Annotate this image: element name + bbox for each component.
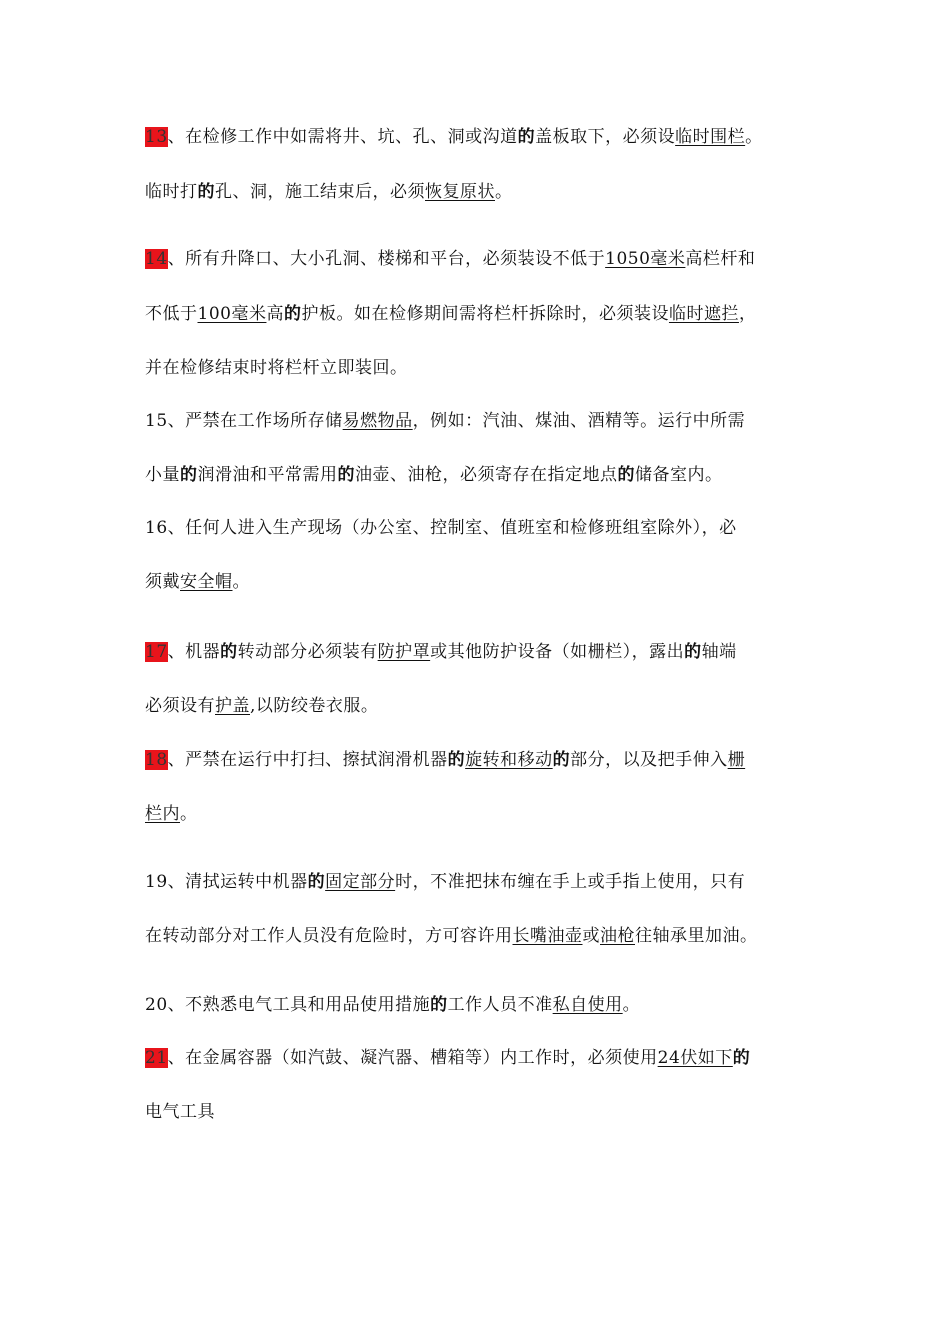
text-segment: 工作人员不准	[447, 995, 553, 1015]
text-segment: 小量	[145, 465, 180, 485]
text-segment: 储备室内。	[635, 465, 723, 485]
text-segment: 、在金属容器（如汽鼓、凝汽器、槽箱等）内工作时，必须使用	[167, 1048, 658, 1068]
text-segment: 临时打	[145, 182, 198, 202]
text-segment: 时，不准把抹布缠在手上或手指上使用，只有	[395, 872, 746, 892]
text-segment: 。	[180, 804, 198, 824]
text-segment: 的	[517, 127, 536, 147]
text-segment: 。	[622, 995, 641, 1015]
text-line	[145, 748, 745, 772]
text-segment: 油壶、油枪，必须寄存在指定地点	[355, 465, 618, 485]
text-segment: 、严禁在运行中打扫、擦拭润滑机器	[167, 750, 448, 770]
item-number: 21	[145, 1048, 168, 1068]
text-line	[145, 356, 408, 380]
underlined-term: 安全帽	[180, 572, 233, 592]
text-line	[145, 694, 378, 718]
text-segment: 、在检修工作中如需将井、坑、孔、洞或沟道	[167, 127, 518, 147]
text-line	[145, 247, 755, 271]
text-segment: 须戴	[145, 572, 180, 592]
text-line	[145, 870, 745, 894]
text-segment: ，	[738, 304, 757, 324]
text-segment: 的	[220, 642, 238, 662]
item-number: 18	[145, 750, 168, 770]
text-segment: 轴端	[701, 642, 737, 662]
text-segment: 的	[552, 750, 571, 770]
text-segment: 的	[307, 872, 326, 892]
text-segment: 必须设有	[145, 696, 215, 716]
text-line	[145, 463, 723, 487]
text-segment: 往轴承里加油。	[635, 926, 758, 946]
text-segment: 。	[232, 572, 250, 592]
item-number: 17	[145, 642, 168, 662]
text-segment: 部分，以及把手伸入	[570, 750, 728, 770]
text-line	[145, 125, 763, 149]
underlined-term: 私自使用	[552, 995, 623, 1015]
text-line	[145, 924, 758, 948]
text-segment: 电气工具	[145, 1102, 215, 1122]
text-segment: 高	[266, 304, 284, 324]
item-number: 13	[145, 127, 168, 147]
text-segment: 不低于	[145, 304, 198, 324]
text-segment: 19、清拭运转中机器	[145, 872, 308, 892]
text-segment: 的	[732, 1048, 751, 1068]
item-number: 14	[145, 249, 168, 269]
text-segment: 并在检修结束时将栏杆立即装回。	[145, 358, 408, 378]
text-segment: 15、严禁在工作场所存储	[145, 411, 343, 431]
text-segment: 在转动部分对工作人员没有危险时，方可容许用	[145, 926, 513, 946]
text-line	[145, 180, 513, 204]
text-segment: 的	[337, 465, 355, 485]
text-segment: 的	[617, 465, 635, 485]
text-line	[145, 1100, 215, 1124]
text-segment: 盖板取下，必须设	[535, 127, 676, 147]
text-segment: 。	[495, 182, 513, 202]
text-segment: 、机器	[167, 642, 221, 662]
underlined-term: 恢复原状	[425, 182, 495, 202]
text-segment: ,以防绞卷衣服。	[250, 696, 379, 716]
text-segment: 16、任何人进入生产现场（办公室、控制室、值班室和检修班组室除外），必	[145, 518, 737, 538]
underlined-term: 临时围栏	[675, 127, 746, 147]
text-segment: 孔、洞，施工结束后，必须	[215, 182, 425, 202]
text-line	[145, 1046, 750, 1070]
underlined-term: 油枪	[600, 926, 635, 946]
text-segment: 、所有升降口、大小孔洞、楼梯和平台，必须装设不低于	[167, 249, 606, 269]
underlined-term: 100毫米	[197, 304, 267, 324]
underlined-term: 长嘴油壶	[512, 926, 583, 946]
text-segment: 的	[430, 995, 448, 1015]
text-segment: 的	[283, 304, 302, 324]
underlined-term: 固定部分	[325, 872, 396, 892]
text-segment: 高栏杆和	[685, 249, 756, 269]
text-segment: ，例如：汽油、煤油、酒精等。运行中所需	[412, 411, 746, 431]
text-segment: 的	[447, 750, 466, 770]
text-segment: 转动部分必须装有	[237, 642, 378, 662]
underlined-term: 栅	[727, 750, 746, 770]
underlined-term: 防护罩	[377, 642, 431, 662]
text-segment: 或其他防护设备（如栅栏），露出	[430, 642, 685, 662]
text-line	[145, 993, 640, 1017]
underlined-term: 24伏如下	[657, 1048, 733, 1068]
text-line	[145, 640, 737, 664]
text-segment: 的	[180, 465, 198, 485]
underlined-term: 易燃物品	[342, 411, 413, 431]
text-segment: 20、不熟悉电气工具和用品使用措施	[145, 995, 431, 1015]
underlined-term: 临时遮拦	[668, 304, 739, 324]
text-line	[145, 802, 198, 826]
text-segment: 润滑油和平常需用	[197, 465, 338, 485]
text-segment: 或	[582, 926, 600, 946]
underlined-term: 1050毫米	[605, 249, 686, 269]
text-line	[145, 516, 737, 540]
underlined-term: 护盖	[215, 696, 250, 716]
text-segment: 的	[684, 642, 702, 662]
text-segment: 护板。如在检修期间需将栏杆拆除时，必须装设	[301, 304, 669, 324]
text-segment: 的	[197, 182, 215, 202]
text-segment: 。	[745, 127, 763, 147]
underlined-term: 栏内	[145, 804, 180, 824]
text-line	[145, 570, 250, 594]
underlined-term: 旋转和移动	[465, 750, 553, 770]
text-line	[145, 409, 745, 433]
text-line	[145, 302, 756, 326]
